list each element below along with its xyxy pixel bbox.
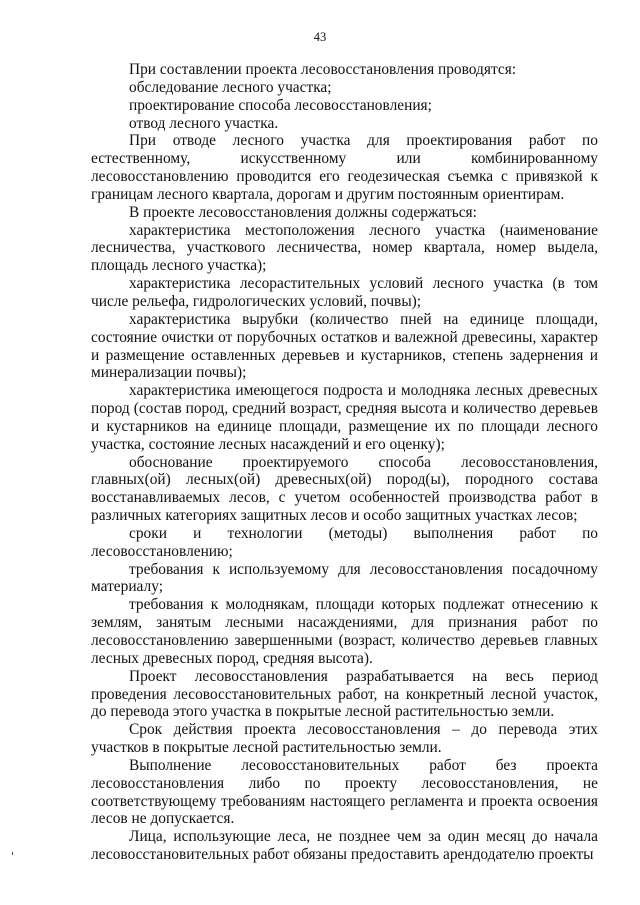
paragraph-text: Лица, использующие леса, не позднее чем за один месяц до начала лесовосстановительных работ обязаны предоставить арендодателю проекты (91, 828, 598, 864)
margin-mark (12, 852, 13, 855)
paragraph-item: обследование лесного участка; (129, 78, 332, 96)
paragraph-item: характеристика местоположения лесного участка (наименование лесничества, участкового лесничества, номер квартала, номер выдела, площадь лесного участка); (91, 221, 598, 275)
page-body (91, 61, 598, 864)
paragraph-text: При отводе лесного участка для проектирования работ по естественному, искусственному или комбинированному лесовосстановлению проводится его геодезическая съемка с привязкой к границам лесного квартала, дорогам и другим постоянным ориентирам. (91, 132, 598, 203)
paragraph-item: характеристика имеющегося подроста и молодняка лесных древесных пород (состав пород, средний возраст, средняя высота и количество деревьев и кустарников на единице площади, размещение их по площади лесного участка, состояние лесных насаждений и его оценку); (91, 382, 598, 453)
paragraph-item: сроки и технологии (методы) выполнения работ по лесовосстановлению; (91, 524, 598, 560)
paragraph-item: характеристика лесорастительных условий лесного участка (в том числе рельефа, гидрологических условий, почвы); (91, 275, 598, 310)
paragraph-text: Проект лесовосстановления разрабатывается на весь период проведения лесовосстановительных работ, на конкретный лесной участок, до перевода этого участка в покрытые лесной растительностью земли. (91, 667, 598, 721)
paragraph-item: проектирование способа лесовосстановления; (129, 96, 432, 114)
paragraph-intro: В проекте лесовосстановления должны содержаться: (129, 203, 477, 221)
paragraph-item: требования к используемому для лесовосстановления посадочному материалу; (91, 560, 598, 596)
paragraph-item: характеристика вырубки (количество пней на единице площади, состояние очистки от порубочных остатков и валежной древесины, характер и размещение оставленных деревьев и кустарников, степень задернения и минерализации почвы); (91, 310, 598, 382)
paragraph-text: Срок действия проекта лесовосстановления – до перевода этих участков в покрытые лесной растительностью земли. (91, 721, 598, 757)
page-number: 43 (313, 30, 327, 44)
paragraph-item: обоснование проектируемого способа лесовосстановления, главных(ой) лесных(ой) древесных(ой) пород(ы), породного состава восстанавливаемых лесов, с учетом особенностей производства работ в различных категориях защитных лесов и особо защитных участках лесов; (91, 453, 598, 525)
paragraph-item: требования к молоднякам, площади которых подлежат отнесению к землям, занятым лесными насаждениями, для признания работ по лесовосстановлению завершенными (возраст, количество деревьев главных лесных древесных пород, средняя высота). (91, 596, 598, 667)
paragraph-item: отвод лесного участка. (129, 114, 279, 132)
paragraph-text: Выполнение лесовосстановительных работ без проекта лесовосстановления либо по проекту лесовосстановления, не соответствующему требованиям настоящего регламента и проекта освоения лесов не допускается. (91, 756, 598, 828)
paragraph-intro: При составлении проекта лесовосстановления проводятся: (129, 61, 517, 78)
